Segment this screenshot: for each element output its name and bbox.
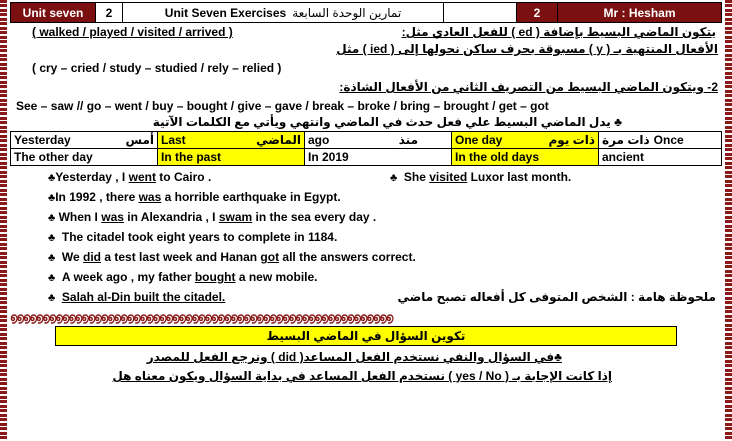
rule-1b-examples: ( cry – cried / study – studied / rely – relied ) — [32, 61, 282, 75]
wave-divider: ൭൭൭൭൭൭൭൭൭൭൭൭൭൭൭൭൭൭൭൭൭൭൭൭൭൭൭൭൭൭൭൭൭൭൭൭൭൭൭൭൭൭൭൭൭൭൭൭൭൭൭൭൭൭൭൭൭൭൭ — [10, 312, 393, 324]
right-decorative-border — [725, 0, 732, 441]
keyword-cell: The other day — [11, 149, 158, 166]
question-banner: تكوين السؤال في الماضي البسيط — [55, 326, 677, 346]
keyword-cell: In the past — [158, 149, 305, 166]
example-sentences — [10, 168, 722, 308]
keyword-row-1 — [11, 132, 722, 149]
keyword-cell: Yesterday أمس — [11, 132, 158, 149]
rule-1-examples: ( walked / played / visited / arrived ) — [32, 25, 233, 39]
keyword-cell: ago منذ — [305, 132, 452, 149]
rule-1 — [10, 25, 722, 40]
sentence-1: ♣Yesterday , I went to Cairo . ♣ She visited Luxor last month. — [48, 170, 572, 184]
sentence-5: ♣ We did a test last week and Hanan got all the answers correct. — [48, 250, 416, 264]
keyword-cell: One day ذات يوم — [452, 132, 599, 149]
keyword-row-2 — [11, 149, 722, 166]
keyword-cell: Last الماضي — [158, 132, 305, 149]
teacher-name: Mr : Hesham — [558, 3, 721, 22]
content-area — [10, 0, 722, 441]
sentence-7: ♣ Salah al-Din built the citadel. ملحوظة هامة : الشخص المتوفى كل أفعاله تصبح ماضي — [10, 288, 722, 308]
header-bar — [10, 2, 722, 23]
title-english: Unit Seven Exercises — [164, 5, 287, 20]
question-rule-2: إذا كانت الإجابة بـ ( yes / No ) نستخدم الفعل المساعد في بداية السؤال ويكون معناه هل — [112, 369, 612, 383]
keyword-cell: ancient — [599, 149, 722, 166]
sentence-2: ♣In 1992 , there was a horrible earthquake in Egypt. — [48, 190, 341, 204]
important-note-arabic: ملحوظة هامة : الشخص المتوفى كل أفعاله تصبح ماضي — [397, 290, 716, 304]
keyword-cell: ذات مرة Once — [599, 132, 722, 149]
rule-1-arabic: يتكون الماضي البسيط بإضافة ( ed ) للفعل العادي مثل: — [401, 25, 716, 39]
keyword-cell: In 2019 — [305, 149, 452, 166]
rule-3-arabic: ♣ يدل الماضي البسيط علي فعل حدث في الماضي وانتهي ويأتي مع الكلمات الآتية — [152, 115, 622, 129]
unit-number-left: 2 — [96, 3, 123, 22]
header-title — [123, 3, 444, 22]
rule-2-examples: See – saw // go – went / buy – bought / give – gave / break – broke / bring – brought / get – got — [16, 99, 549, 113]
question-rule-1: ♣في السؤال والنفي نستخدم الفعل المساعد( did ) ونرجع الفعل للمصدر — [146, 350, 562, 364]
left-decorative-border — [0, 0, 7, 441]
sentence-3: ♣ When I was in Alexandria , I swam in the sea every day . — [48, 210, 377, 224]
rule-1b-arabic: الأفعال المنتهية بـ ( y ) مسبوقة بحرف ساكن نحولها إلى ( ied ) مثل — [336, 42, 718, 56]
unit-label: Unit seven — [11, 3, 96, 22]
title-arabic: تمارين الوحدة السابعة — [292, 5, 402, 20]
rule-2-arabic: 2- ويتكون الماضي البسيط من التصريف الثاني من الأفعال الشاذة: — [339, 80, 718, 94]
unit-number-right: 2 — [517, 3, 558, 22]
keyword-table — [10, 131, 722, 166]
sentence-4: ♣ The citadel took eight years to complete in 1184. — [48, 230, 338, 244]
keyword-cell: In the old days — [452, 149, 599, 166]
sentence-6: ♣ A week ago , my father bought a new mobile. — [48, 270, 318, 284]
header-spacer — [444, 3, 517, 22]
